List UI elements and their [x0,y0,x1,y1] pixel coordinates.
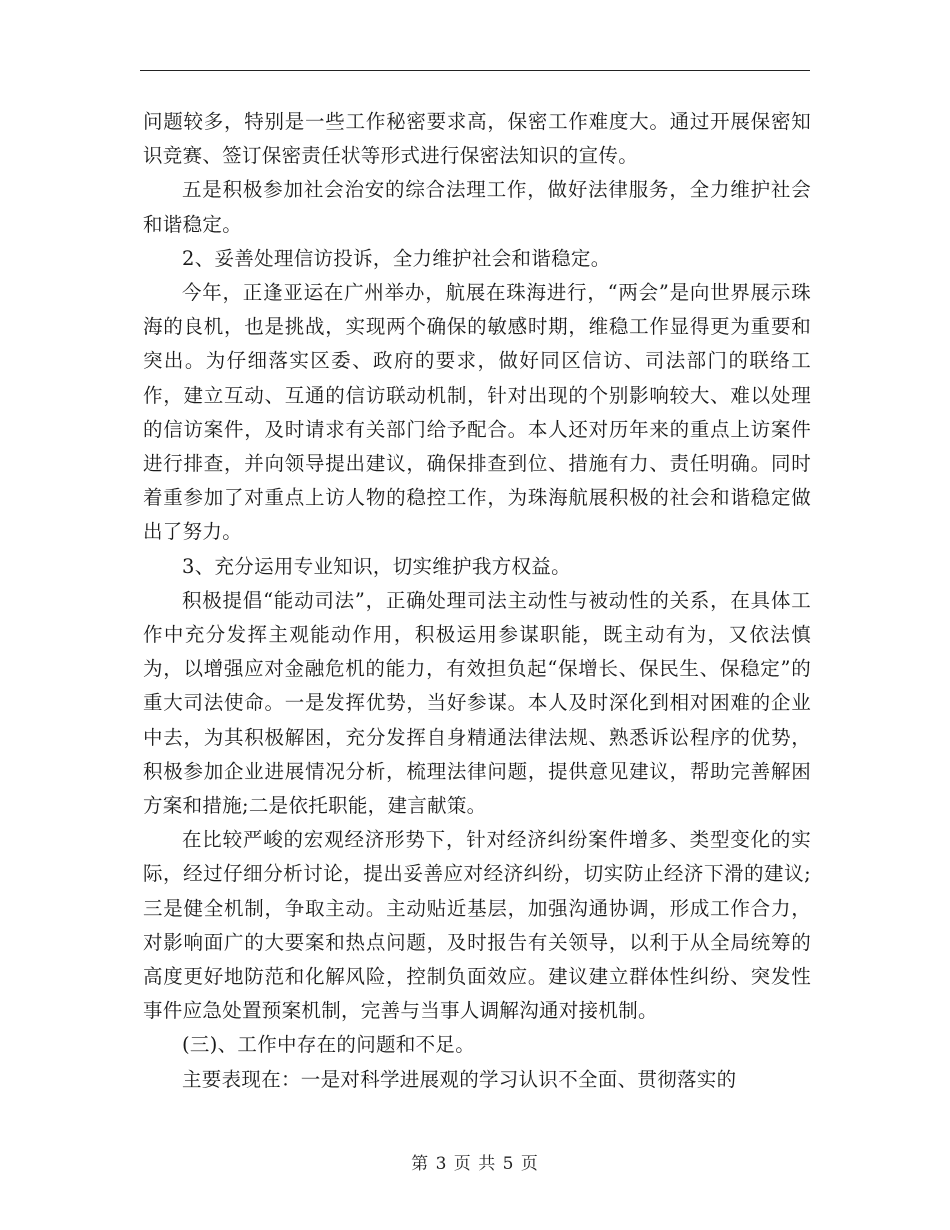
paragraph-3: 今年，正逢亚运在广州举办，航展在珠海进行，“两会”是向世界展示珠海的良机，也是挑战，实现两个确保的敏感时期，维稳工作显得更为重要和突出。为仔细落实区委、政府的要求，做好同区信访、司法部门的联络工作，建立互动、互通的信访联动机制，针对出现的个别影响较大、难以处理的信访案件，及时请求有关部门给予配合。本人还对历年来的重点上访案件进行排查，并向领导提出建议，确保排查到位、措施有力、责任明确。同时着重参加了对重点上访人物的稳控工作，为珠海航展积极的社会和谐稳定做出了努力。 [143,281,811,544]
document-body [143,105,811,1097]
section-heading-2: 2、妥善处理信访投诉，全力维护社会和谐稳定。 [182,246,611,270]
total-page-count: 5 [502,1154,515,1174]
paragraph-2: 五是积极参加社会治安的综合法理工作，做好法律服务，全力维护社会和谐稳定。 [143,178,811,236]
section-heading-3: 3、充分运用专业知识，切实维护我方权益。 [182,554,571,578]
header-rule [140,70,810,71]
footer-middle: 页 共 [453,1154,497,1174]
current-page-number: 3 [435,1154,448,1174]
paragraph-6: 主要表现在：一是对科学进展观的学习认识不全面、贯彻落实的 [182,1067,737,1091]
paragraph-4: 积极提倡“能动司法”，正确处理司法主动性与被动性的关系，在具体工作中充分发挥主观能动作用，积极运用参谋职能，既主动有为，又依法慎为，以增强应对金融危机的能力，有效担负起“保增长、保民生、保稳定”的重大司法使命。一是发挥优势，当好参谋。本人及时深化到相对困难的企业中去，为其积极解困，充分发挥自身精通法律法规、熟悉诉讼程序的优势，积极参加企业进展情况分析，梳理法律问题，提供意见建议，帮助完善解困方案和措施;二是依托职能，建言献策。 [143,588,811,818]
footer-suffix: 页 [520,1154,539,1174]
page-footer [0,1152,950,1176]
paragraph-5: 在比较严峻的宏观经济形势下，针对经济纠纷案件增多、类型变化的实际，经过仔细分析讨论，提出妥善应对经济纠纷，切实防止经济下滑的建议;三是健全机制，争取主动。主动贴近基层，加强沟通协调，形成工作合力，对影响面广的大要案和热点问题，及时报告有关领导，以利于从全局统筹的高度更好地防范和化解风险，控制负面效应。建议建立群体性纠纷、突发性事件应急处置预案机制，完善与当事人调解沟通对接机制。 [143,828,811,1023]
section-heading-problems: (三)、工作中存在的问题和不足。 [182,1033,476,1057]
footer-prefix: 第 [411,1154,430,1174]
paragraph-1: 问题较多，特别是一些工作秘密要求高，保密工作难度大。通过开展保密知识竞赛、签订保密责任状等形式进行保密法知识的宣传。 [143,110,811,168]
